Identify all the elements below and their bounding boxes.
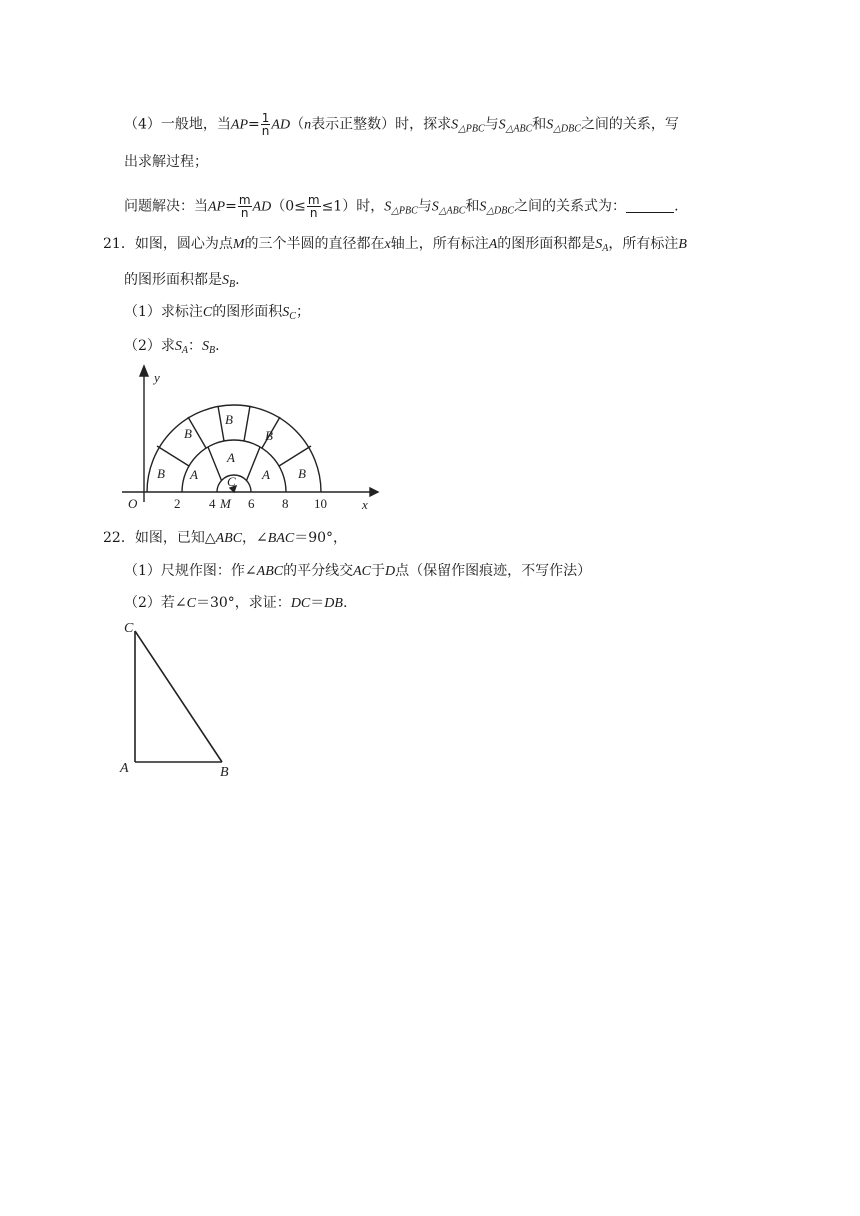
q21-line2: 的图形面积都是$S_B$. <box>124 272 240 290</box>
label-origin: O <box>128 496 138 511</box>
q21-line1: 21．如图，圆心为点M的三个半圆的直径都在x轴上，所有标注A的图形面积都是$S_A$，所有标注B <box>103 236 687 254</box>
q22-part1: （1）尺规作图：作∠ABC的平分线交AC于D点（保留作图痕迹，不写作法） <box>124 563 592 579</box>
tick-6: 6 <box>248 496 255 511</box>
q20-solution-line: 问题解决：当AP= $\frac{m}{n}$ AD（0≤ $\frac{m}{n}$ ≤1）时，$S_{\triangle PBC}$与$S_{\triangle ABC}$和$S_{\triangle DBC}$之间的关系式为： . <box>124 193 679 220</box>
fraction-1-over-n: $\frac{1}{n}$ <box>261 111 270 138</box>
label-y: y <box>154 370 160 385</box>
label-x: x <box>362 497 368 512</box>
region-A-right: A <box>262 467 270 482</box>
region-B-5: B <box>298 466 306 481</box>
q20-part4-line1: （4）一般地，当AP= $\frac{1}{n}$ AD（n表示正整数）时，探求$S_{\triangle PBC}$与$S_{\triangle ABC}$和$S_{\triangle DBC}$之间的关系，写 <box>124 111 679 138</box>
tick-4: 4 <box>209 496 216 511</box>
q21-part2: （2）求$S_A$：$S_B$. <box>124 338 220 356</box>
region-C: C <box>227 474 236 489</box>
q22-part2: （2）若∠C＝30°，求证：DC＝DB. <box>124 595 348 611</box>
tick-2: 2 <box>174 496 181 511</box>
region-B-1: B <box>157 466 165 481</box>
vertex-B: B <box>220 765 229 780</box>
triangle-figure <box>118 616 248 782</box>
semicircle-figure <box>114 362 384 514</box>
fraction-m-over-n: $\frac{m}{n}$ <box>238 193 251 220</box>
q20-part4-line2: 出求解过程； <box>124 154 208 170</box>
tick-10: 10 <box>314 496 327 511</box>
answer-blank <box>626 198 674 213</box>
vertex-C: C <box>124 621 134 636</box>
x-axis-arrow <box>370 488 378 496</box>
side-cb <box>135 631 222 762</box>
region-A-top: A <box>227 450 235 465</box>
tick-8: 8 <box>282 496 289 511</box>
region-A-left: A <box>190 467 198 482</box>
y-axis-arrow <box>140 366 148 376</box>
q22-line1: 22．如图，已知△ABC，∠BAC＝90°， <box>103 530 348 546</box>
tick-M: M <box>220 496 231 511</box>
region-B-2: B <box>184 426 192 441</box>
vertex-A: A <box>120 761 129 776</box>
q21-part1: （1）求标注C的图形面积$S_C$； <box>124 304 310 322</box>
region-B-4: B <box>265 428 273 443</box>
region-B-3: B <box>225 412 233 427</box>
fraction-m-over-n-2: $\frac{m}{n}$ <box>307 193 320 220</box>
